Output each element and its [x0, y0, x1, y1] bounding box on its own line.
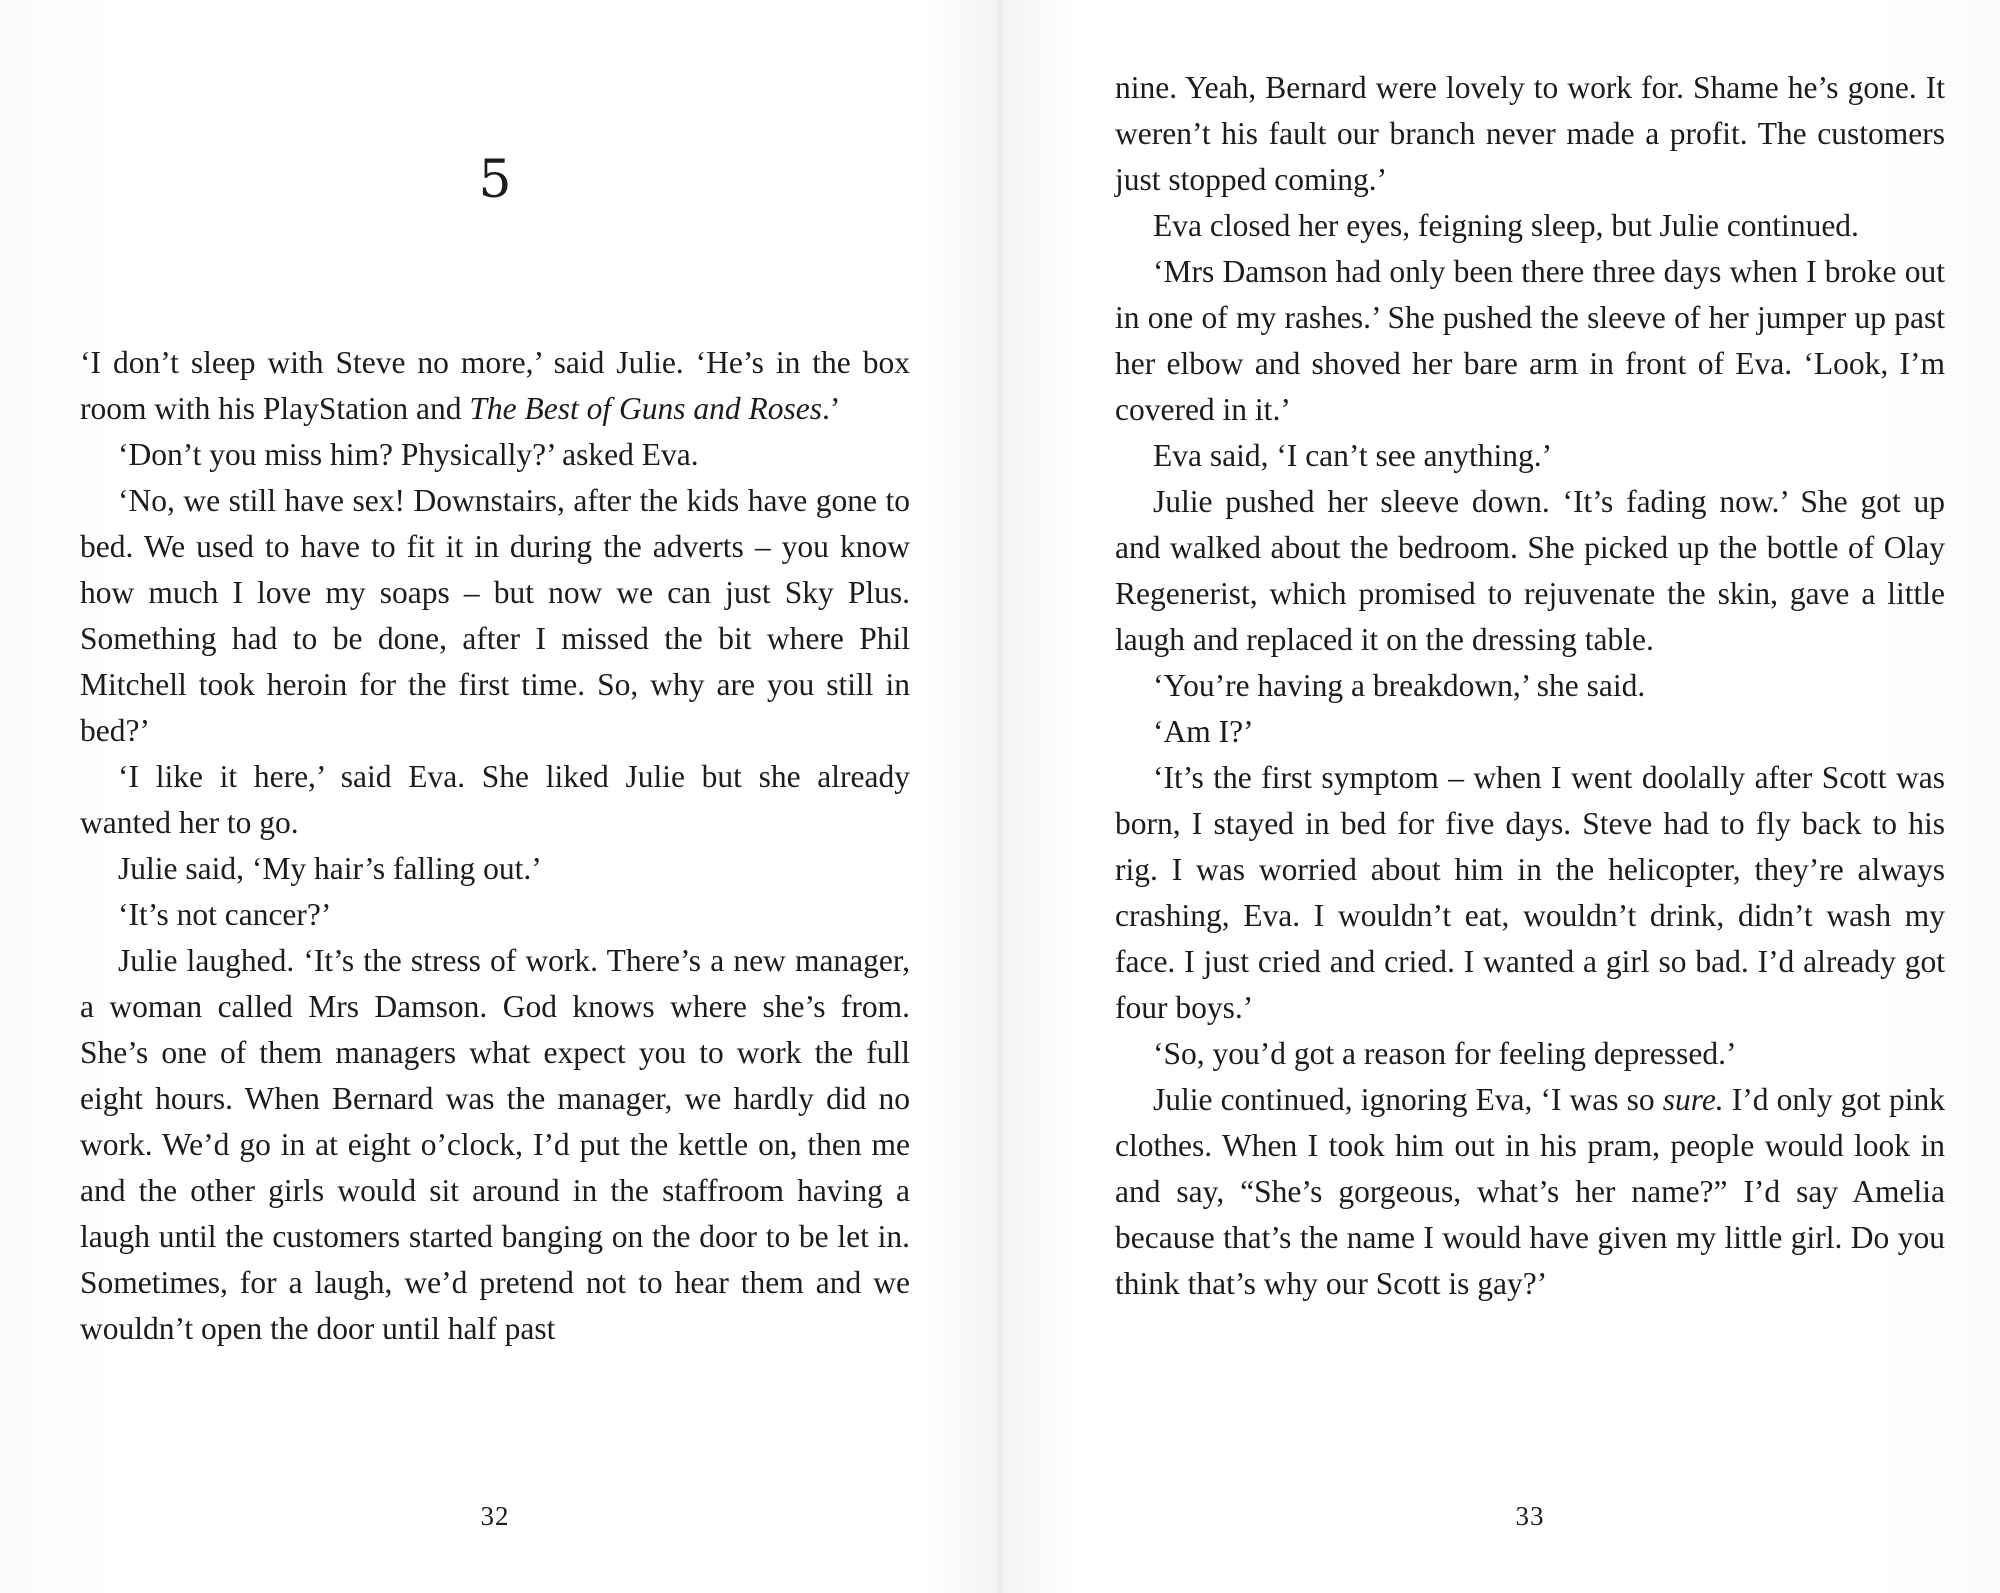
paragraph: ‘No, we still have sex! Downstairs, after the kids have gone to bed. We used to have to fit it in during the adverts – you know how much I love my soaps – but now we can just Sky Plus. Something had to be done, after I missed the bit where Phil Mitchell took heroin for the first time. So, why are you still in bed?’	[80, 483, 910, 748]
paragraph: Julie said, ‘My hair’s falling out.’	[118, 851, 542, 886]
paragraph: Eva said, ‘I can’t see anything.’	[1153, 438, 1553, 473]
paragraph: Eva closed her eyes, feigning sleep, but Julie continued.	[1153, 208, 1859, 243]
book-gutter	[996, 0, 1004, 1593]
paragraph: ‘So, you’d got a reason for feeling depressed.’	[1153, 1036, 1737, 1071]
album-title: The Best of Guns and Roses	[469, 391, 822, 426]
paragraph-continuation: nine. Yeah, Bernard were lovely to work for. Shame he’s gone. It weren’t his fault our branch never made a profit. The customers just stopped coming.’	[1115, 70, 1945, 197]
paragraph	[1115, 1077, 1945, 1307]
chapter-number: 5	[478, 150, 512, 210]
right-page	[1115, 0, 1945, 1593]
paragraph: ‘Don’t you miss him? Physically?’ asked Eva.	[118, 437, 699, 472]
paragraph-text: I’d only got pink clothes. When I took him out in his pram, people would look in and say, “She’s gorgeous, what’s her name?” I’d say Amelia because that’s the name I would have given my little girl. Do you think that’s why our Scott is gay?’	[1115, 1082, 1945, 1301]
paragraph: ‘Am I?’	[1153, 714, 1254, 749]
paragraph: ‘I like it here,’ said Eva. She liked Julie but she already wanted her to go.	[80, 759, 910, 840]
paragraph: ‘Mrs Damson had only been there three days when I broke out in one of my rashes.’ She pushed the sleeve of her jumper up past her elbow and shoved her bare arm in front of Eva. ‘Look, I’m covered in it.’	[1115, 254, 1945, 427]
paragraph-text: .’	[821, 391, 841, 426]
paragraph	[80, 340, 910, 432]
paragraph: ‘It’s the first symptom – when I went doolally after Scott was born, I stayed in bed for five days. Steve had to fly back to his rig. I was worried about him in the helicopter, they’re always crashing, Eva. I wouldn’t eat, wouldn’t drink, didn’t wash my face. I just cried and cried. I wanted a girl so bad. I’d already got four boys.’	[1115, 760, 1945, 1025]
left-page	[80, 0, 910, 1593]
page-number: 32	[480, 1501, 510, 1531]
emphasis-text: sure.	[1662, 1082, 1724, 1117]
paragraph: Julie pushed her sleeve down. ‘It’s fading now.’ She got up and walked about the bedroom. She picked up the bottle of Olay Regenerist, which promised to rejuvenate the skin, gave a little laugh and replaced it on the dressing table.	[1115, 484, 1945, 657]
left-page-text	[80, 340, 910, 1352]
paragraph: ‘It’s not cancer?’	[118, 897, 332, 932]
paragraph-text: ‘I don’t sleep with Steve no more,’ said Julie. ‘He’s in the box room with his PlayStation and	[80, 345, 910, 426]
paragraph-text: Julie continued, ignoring Eva, ‘I was so	[1153, 1082, 1663, 1117]
right-page-text	[1115, 65, 1945, 1307]
paragraph: Julie laughed. ‘It’s the stress of work. There’s a new manager, a woman called Mrs Damson. God knows where she’s from. She’s one of them managers what expect you to work the full eight hours. When Bernard was the manager, we hardly did no work. We’d go in at eight o’clock, I’d put the kettle on, then me and the other girls would sit around in the staffroom having a laugh until the customers started banging on the door to be let in. Sometimes, for a laugh, we’d pretend not to hear them and we wouldn’t open the door until half past	[80, 943, 910, 1346]
paragraph: ‘You’re having a breakdown,’ she said.	[1153, 668, 1646, 703]
page-number: 33	[1515, 1501, 1545, 1531]
